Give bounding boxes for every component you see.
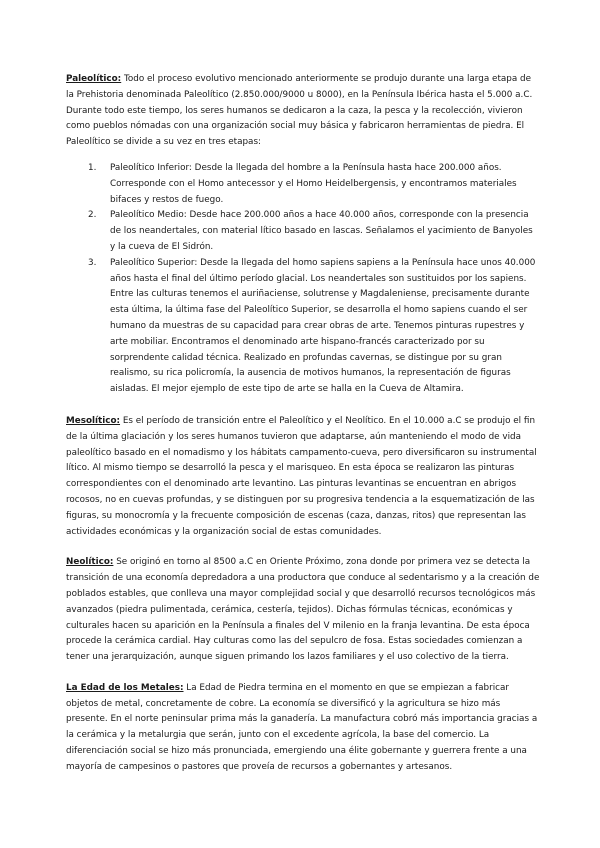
neolitico-text: Se originó en torno al 8500 a.C en Oriente Próximo, zona donde por primera vez se detecta la transición de una economía depredadora a una productora que conduce al sedentarismo y a la creación de poblados estables, que conlleva una mayor complejidad social y que desarrolló recursos tecnológicos más avanzados (piedra pulimentada, cerámica, cestería, tejidos). Dichas fórmulas técnicas, económicas y culturales hacen su aparición en la Península a finales del V milenio en la franja levantina. De esta época procede la cerámica cardial. Hay culturas como las del sepulcro de fosa. Estas sociedades comienzan a tener una jerarquización, aunque siguen primando los lazos familiares y el uso colectivo de la tierra.: [66, 557, 540, 663]
list-item-text: Paleolítico Inferior: Desde la llegada del hombre a la Península hasta hace 200.000 años. Corresponde con el Homo antecessor y el Homo Heidelbergensis, y encontramos materiales bifaces y restos de fuego.: [110, 162, 517, 205]
paleolitico-intro-text: Todo el proceso evolutivo mencionado anteriormente se produjo durante una larga etapa de la Prehistoria denominada Paleolítico (2.850.000/9000 u 8000), en la Península Ibérica hasta el 5.000 a.C. Durante todo este tiempo, los seres humanos se dedicaron a la caza, la pesca y la recolección, vivieron como pueblos nómadas con una organización social muy básica y fabricaron herramientas de piedra. El Paleolítico se divide a su vez en tres etapas:: [66, 74, 533, 148]
list-item: [88, 208, 540, 255]
list-item-number: 1.: [88, 162, 97, 173]
list-item-number: 3.: [88, 257, 97, 268]
list-item-text: Paleolítico Medio: Desde hace 200.000 años a hace 40.000 años, corresponde con la presencia de los neandertales, con material lítico basado en lascas. Señalamos el yacimiento de Banyoles y la cueva de El Sidrón.: [110, 210, 533, 252]
mesolitico-paragraph: [66, 414, 540, 540]
paleolitico-intro: [66, 72, 540, 151]
mesolitico-text: Es el período de transición entre el Paleolítico y el Neolítico. En el 10.000 a.C se produjo el fin de la última glaciación y los seres humanos tuvieron que adaptarse, aún manteniendo el modo de vida paleolítico basado en el nomadismo y los hábitats campamento-cueva, pero diversificaron su instrumental lítico. Al mismo tiempo se desarrolló la pesca y el marisqueo. En esta época se realizaron las pinturas correspondientes con el denominado arte levantino. Las pinturas levantinas se encuentran en abrigos rocosos, no en cuevas profundas, y se distinguen por su progresiva tendencia a la esquematización de las figuras, su monocromía y la frecuente composición de escenas (caza, danzas, ritos) que representan las actividades económicas y la organización social de estas comunidades.: [66, 415, 537, 537]
metales-heading: La Edad de los Metales:: [66, 682, 184, 693]
mesolitico-heading: Mesolítico:: [66, 415, 121, 426]
metales-text: La Edad de Piedra termina en el momento en que se empiezan a fabricar objetos de metal, concretamente de cobre. La economía se diversificó y la agricultura se hizo más presente. En el norte peninsular prima más la ganadería. La manufactura cobró más importancia gracias a la cerámica y la metalurgia que serán, junto con el excedente agrícola, la base del comercio. La diferenciación social se hizo más pronunciada, emergiendo una élite gobernante y guerrera frente a una mayoría de campesinos o pastores que proveía de recursos a gobernantes y artesanos.: [66, 682, 538, 772]
list-item: [88, 256, 540, 398]
neolitico-heading: Neolítico:: [66, 557, 114, 568]
paleolitico-stages-list: [66, 161, 540, 398]
list-item-text: Paleolítico Superior: Desde la llegada del homo sapiens sapiens a la Península hace unos 40.000 años hasta el final del último período glacial. Los neandertales son sustituidos por los sapiens. Entre las culturas tenemos el auriñaciense, solutrense y Magdaleniense, precisamente durante esta última, la última fase del Paleolítico Superior, se desarrolla el homo sapiens cuando el ser humano da muestras de su capacidad para crear obras de arte. Tenemos pinturas rupestres y arte mobiliar. Encontramos el denominado arte hispano-francés caracterizado por su sorprendente calidad técnica. Realizado en profundas cavernas, se distingue por su gran realismo, su rica policromía, la ausencia de motivos humanos, la representación de figuras aisladas. El mejor ejemplo de este tipo de arte se halla en la Cueva de Altamira.: [110, 257, 536, 395]
paleolitico-heading: Paleolítico:: [66, 74, 122, 84]
metales-paragraph: [66, 681, 540, 776]
neolitico-paragraph: [66, 555, 540, 666]
list-item-number: 2.: [88, 210, 97, 221]
list-item: [88, 161, 540, 208]
